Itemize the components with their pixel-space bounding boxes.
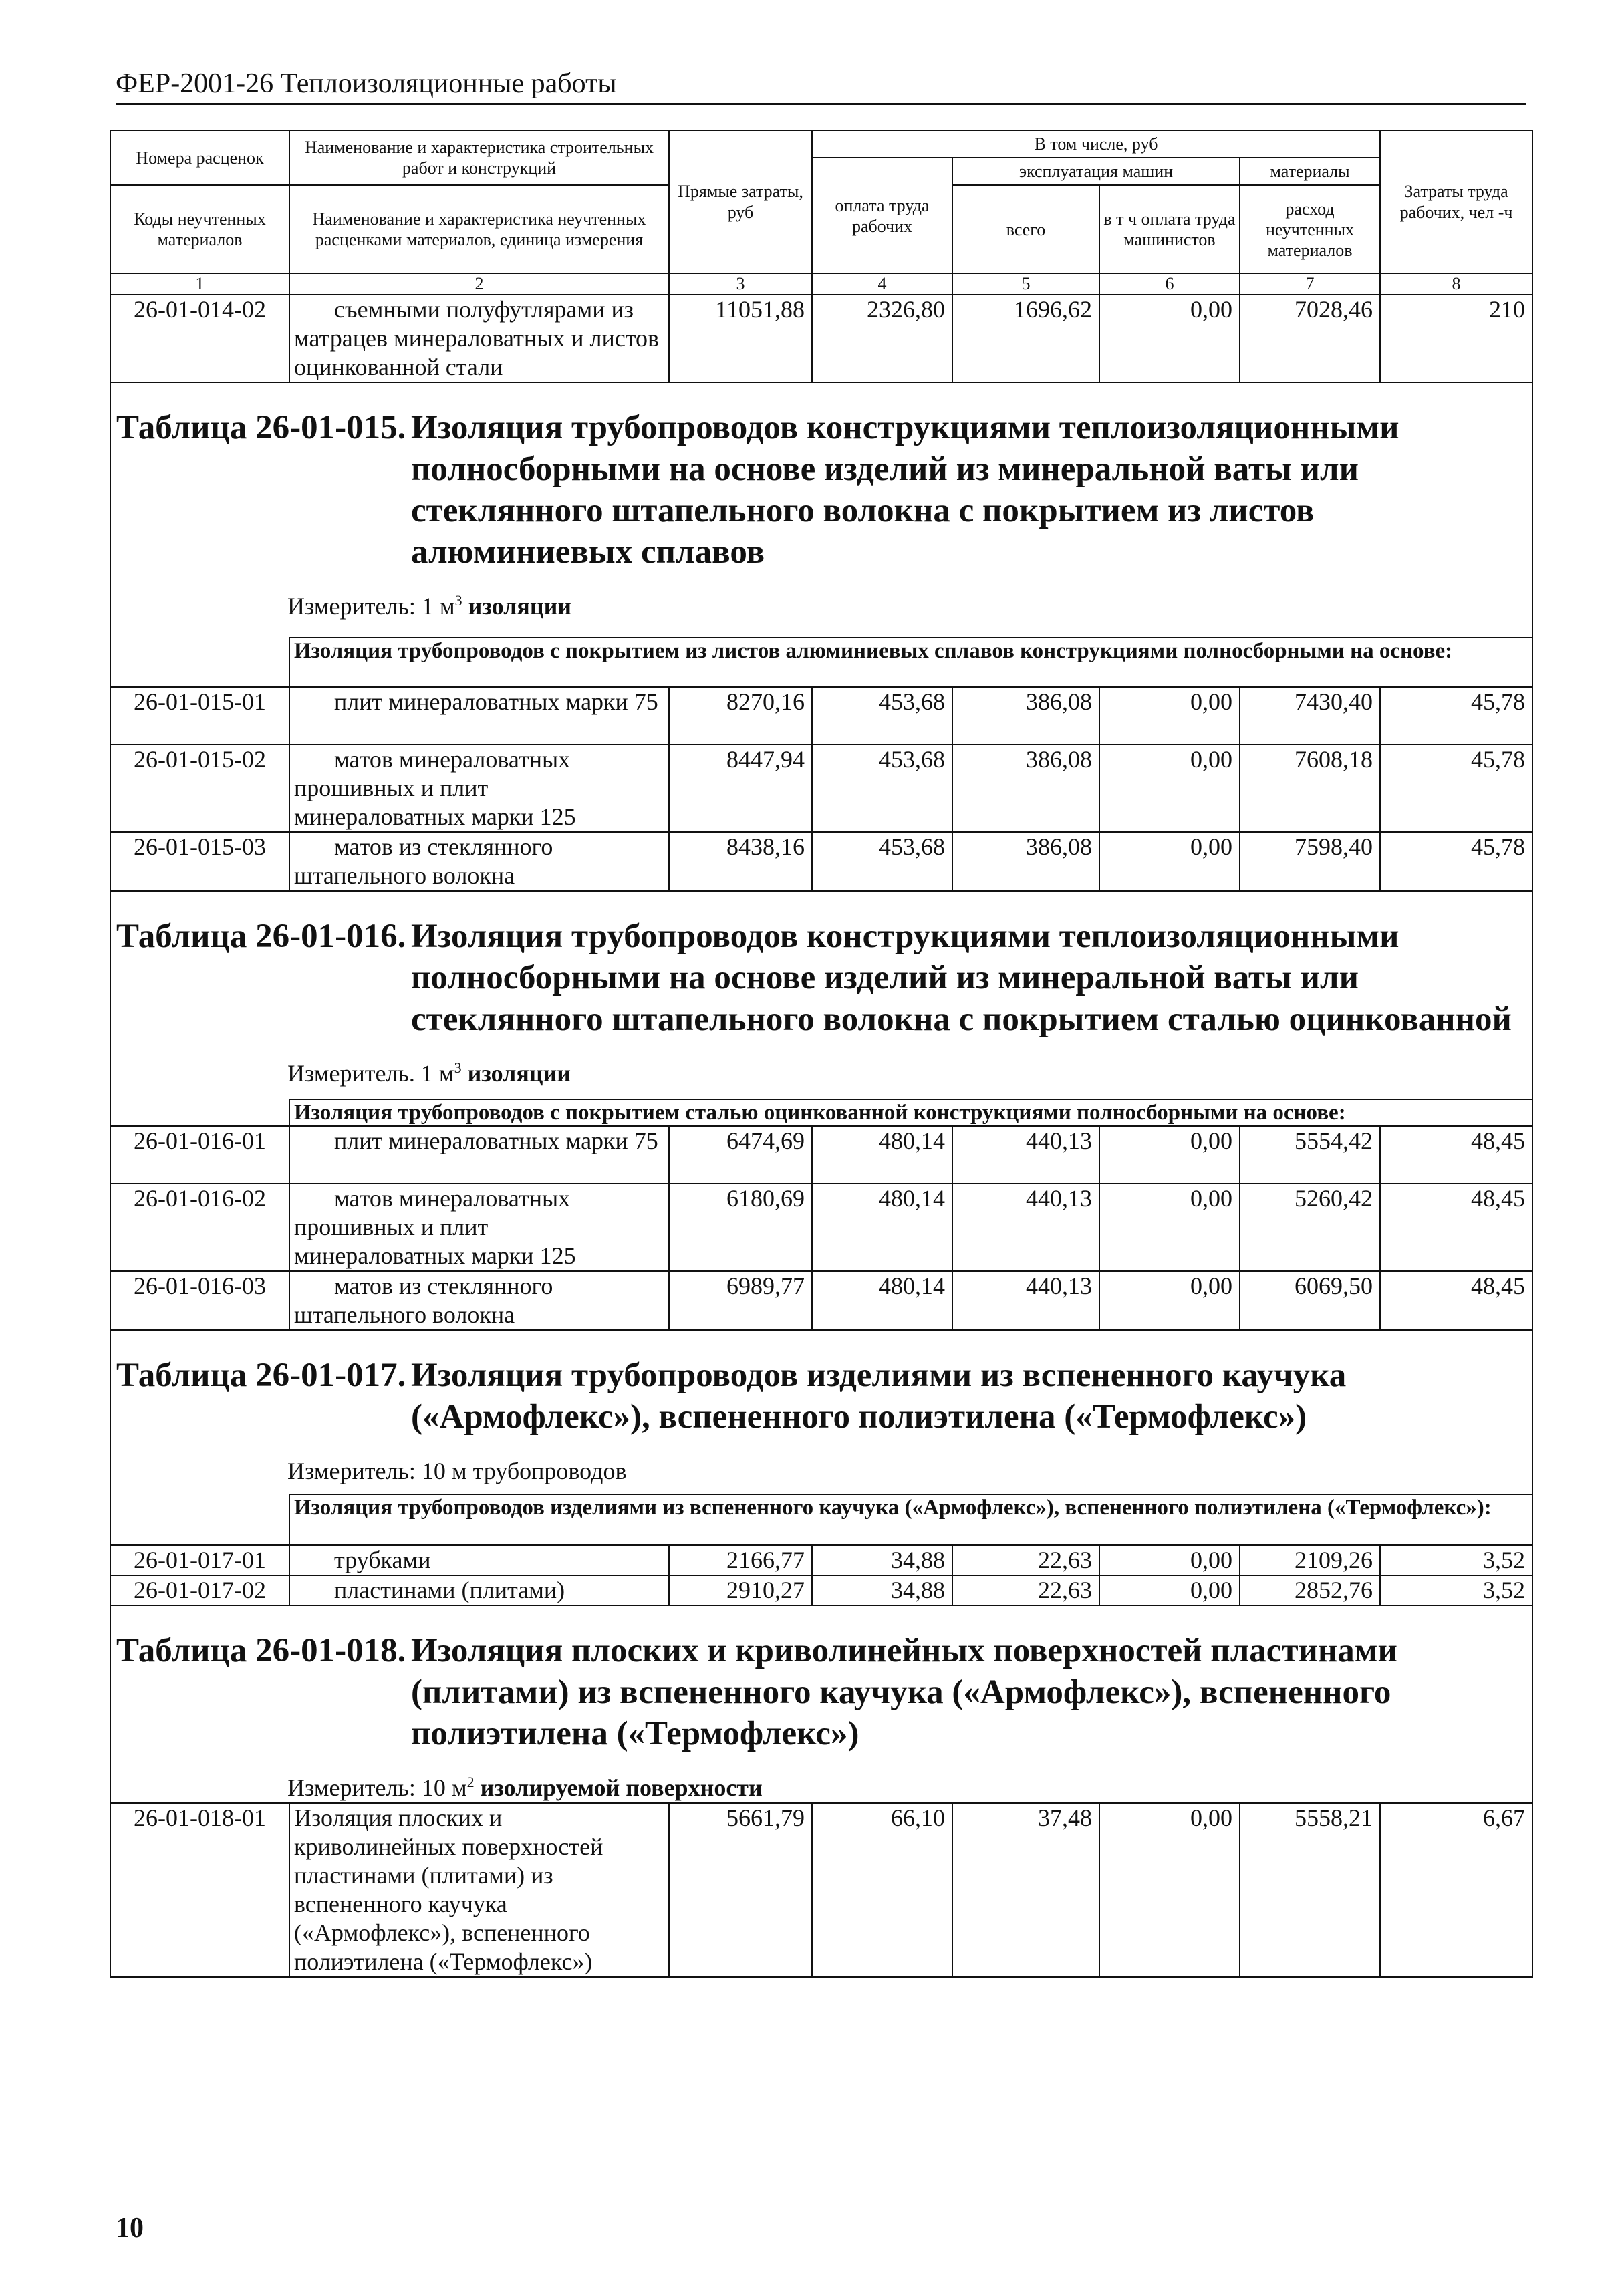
group-row [110, 1099, 1532, 1126]
row-machinists: 0,00 [1099, 1184, 1240, 1271]
meter-sup: 2 [466, 1774, 475, 1790]
row-machinists: 0,00 [1099, 745, 1240, 832]
row-labor: 48,45 [1380, 1126, 1532, 1184]
section-meter [287, 1451, 1532, 1486]
row-code: 26-01-017-01 [110, 1545, 289, 1575]
row-machinists: 0,00 [1099, 1803, 1240, 1977]
row-materials: 7028,46 [1240, 295, 1380, 382]
row-direct: 8447,94 [669, 745, 812, 832]
group-row [110, 638, 1532, 687]
row-labor: 210 [1380, 295, 1532, 382]
meter-sup: 3 [454, 1059, 462, 1076]
row-materials: 5554,42 [1240, 1126, 1380, 1184]
row-machinists: 0,00 [1099, 1126, 1240, 1184]
row-wage: 480,14 [812, 1184, 952, 1271]
column-number: 4 [812, 273, 952, 295]
row-labor: 48,45 [1380, 1184, 1532, 1271]
row-machinists: 0,00 [1099, 295, 1240, 382]
row-direct: 8270,16 [669, 687, 812, 745]
header-name-bottom: Наименование и характеристика неучтенных расценками материалов, единица измерения [289, 185, 669, 273]
row-wage: 453,68 [812, 832, 952, 891]
row-direct: 2166,77 [669, 1545, 812, 1575]
row-name: Изоляция плоских и криволинейных поверхностей пластинами (плитами) из вспененного каучука («Армофлекс»), вспененного полиэтилена («Термофлекс») [289, 1803, 669, 1977]
meter-unit: 10 м трубопроводов [421, 1458, 627, 1484]
page-number: 10 [116, 2213, 144, 2244]
row-name: матов минераловатных прошивных и плит минераловатных марки 125 [289, 1184, 669, 1271]
column-number: 3 [669, 273, 812, 295]
section-title-text: Изоляция плоских и криволинейных поверхностей пластинами (плитами) из вспененного каучука («Армофлекс»), вспененного полиэтилена («Термофлекс») [411, 1632, 1397, 1752]
row-wage: 66,10 [812, 1803, 952, 1977]
meter-prefix: Измеритель: 10 м [287, 1774, 467, 1801]
header-name-top: Наименование и характеристика строительных работ и конструкций [289, 130, 669, 185]
row-labor: 45,78 [1380, 745, 1532, 832]
group-row [110, 1494, 1532, 1545]
section-meter [287, 586, 1532, 621]
row-code: 26-01-015-03 [110, 832, 289, 891]
section-018-title-row [110, 1605, 1532, 1803]
section-title [111, 383, 1532, 573]
row-materials: 7430,40 [1240, 687, 1380, 745]
row-materials: 2109,26 [1240, 1545, 1380, 1575]
row-code: 26-01-017-02 [110, 1575, 289, 1605]
row-name: трубками [289, 1545, 669, 1575]
meter-unit: изоляции [468, 593, 572, 620]
row-code: 26-01-016-01 [110, 1126, 289, 1184]
meter-prefix: Измеритель: 1 м [287, 593, 455, 620]
table-row [110, 1271, 1532, 1330]
row-machinists: 0,00 [1099, 832, 1240, 891]
row-labor: 45,78 [1380, 687, 1532, 745]
row-materials: 2852,76 [1240, 1575, 1380, 1605]
group-heading: Изоляция трубопроводов с покрытием из листов алюминиевых сплавов конструкциями полносборными на основе: [289, 638, 1532, 687]
section-017-title-row [110, 1330, 1532, 1494]
table-row [110, 745, 1532, 832]
row-name: съемными полуфутлярами из матрацев минераловатных и листов оцинкованной стали [289, 295, 669, 382]
header-row-1 [110, 130, 1532, 158]
section-meter [287, 1053, 1532, 1088]
header-machines-total: всего [952, 185, 1099, 273]
meter-prefix: Измеритель. 1 м [287, 1060, 454, 1087]
row-labor: 3,52 [1380, 1545, 1532, 1575]
table-row [110, 687, 1532, 745]
section-015-title-row [110, 382, 1532, 638]
section-title [111, 1606, 1532, 1754]
table-row [110, 1803, 1532, 1977]
table-row [110, 1575, 1532, 1605]
row-code: 26-01-016-03 [110, 1271, 289, 1330]
row-materials: 5260,42 [1240, 1184, 1380, 1271]
column-number: 2 [289, 273, 669, 295]
row-materials: 6069,50 [1240, 1271, 1380, 1330]
row-wage: 2326,80 [812, 295, 952, 382]
header-wage: оплата труда рабочих [812, 158, 952, 273]
row-name: матов из стеклянного штапельного волокна [289, 832, 669, 891]
row-machines: 440,13 [952, 1271, 1099, 1330]
section-title-text: Изоляция трубопроводов изделиями из вспененного каучука («Армофлекс»), вспененного полиэтилена («Термофлекс») [411, 1357, 1347, 1436]
row-code: 26-01-015-02 [110, 745, 289, 832]
row-materials: 7598,40 [1240, 832, 1380, 891]
row-machines: 37,48 [952, 1803, 1099, 1977]
section-label: Таблица 26-01-017. [116, 1357, 406, 1394]
row-wage: 34,88 [812, 1545, 952, 1575]
row-code: 26-01-014-02 [110, 295, 289, 382]
row-direct: 6989,77 [669, 1271, 812, 1330]
header-materials-use: расход неучтенных материалов [1240, 185, 1380, 273]
section-label: Таблица 26-01-016. [116, 918, 406, 955]
row-machines: 22,63 [952, 1575, 1099, 1605]
header-labor: Затраты труда рабочих, чел -ч [1380, 130, 1532, 273]
meter-prefix: Измеритель: [287, 1458, 416, 1484]
row-materials: 7608,18 [1240, 745, 1380, 832]
column-number: 6 [1099, 273, 1240, 295]
row-direct: 6474,69 [669, 1126, 812, 1184]
row-materials: 5558,21 [1240, 1803, 1380, 1977]
table-row [110, 1545, 1532, 1575]
column-number: 7 [1240, 273, 1380, 295]
row-name: плит минераловатных марки 75 [289, 1126, 669, 1184]
header-materials: материалы [1240, 158, 1380, 185]
header-codes-top: Номера расценок [110, 130, 289, 185]
section-title-text: Изоляция трубопроводов конструкциями теплоизоляционными полносборными на основе изделий из минеральной ваты или стеклянного штапельного волокна с покрытием из листов алюминиевых сплавов [411, 409, 1399, 571]
row-wage: 453,68 [812, 745, 952, 832]
row-direct: 8438,16 [669, 832, 812, 891]
row-machines: 440,13 [952, 1126, 1099, 1184]
row-labor: 3,52 [1380, 1575, 1532, 1605]
row-machines: 22,63 [952, 1545, 1099, 1575]
row-wage: 453,68 [812, 687, 952, 745]
column-number: 5 [952, 273, 1099, 295]
row-wage: 480,14 [812, 1271, 952, 1330]
row-direct: 5661,79 [669, 1803, 812, 1977]
header-direct: Прямые затраты, руб [669, 130, 812, 273]
row-name: плит минераловатных марки 75 [289, 687, 669, 745]
rates-table [110, 130, 1533, 1978]
header-incl: В том числе, руб [812, 130, 1380, 158]
row-labor: 6,67 [1380, 1803, 1532, 1977]
row-machines: 1696,62 [952, 295, 1099, 382]
header-codes-bottom: Коды неучтенных материалов [110, 185, 289, 273]
row-machines: 440,13 [952, 1184, 1099, 1271]
section-title [111, 892, 1532, 1040]
section-meter [287, 1768, 1532, 1802]
table-row [110, 832, 1532, 891]
table-row [110, 1184, 1532, 1271]
section-title-text: Изоляция трубопроводов конструкциями теплоизоляционными полносборными на основе изделий из минеральной ваты или стеклянного штапельного волокна с покрытием сталью оцинкованной [411, 918, 1512, 1038]
row-direct: 11051,88 [669, 295, 812, 382]
group-heading: Изоляция трубопроводов изделиями из вспененного каучука («Армофлекс»), вспененного полиэтилена («Термофлекс»): [289, 1494, 1532, 1545]
row-labor: 45,78 [1380, 832, 1532, 891]
section-016-title-row [110, 891, 1532, 1099]
row-direct: 6180,69 [669, 1184, 812, 1271]
row-wage: 34,88 [812, 1575, 952, 1605]
row-wage: 480,14 [812, 1126, 952, 1184]
running-head: ФЕР-2001-26 Теплоизоляционные работы [116, 65, 1526, 105]
row-machines: 386,08 [952, 687, 1099, 745]
table-row [110, 295, 1532, 382]
row-machines: 386,08 [952, 832, 1099, 891]
row-name: пластинами (плитами) [289, 1575, 669, 1605]
row-code: 26-01-015-01 [110, 687, 289, 745]
row-direct: 2910,27 [669, 1575, 812, 1605]
row-machinists: 0,00 [1099, 1271, 1240, 1330]
header-machines-wage: в т ч оплата труда машинистов [1099, 185, 1240, 273]
meter-unit: изоляции [467, 1060, 571, 1087]
column-number: 8 [1380, 273, 1532, 295]
row-code: 26-01-016-02 [110, 1184, 289, 1271]
header-machines: эксплуатация машин [952, 158, 1240, 185]
row-labor: 48,45 [1380, 1271, 1532, 1330]
row-name: матов из стеклянного штапельного волокна [289, 1271, 669, 1330]
meter-unit: изолируемой поверхности [480, 1774, 763, 1801]
row-machinists: 0,00 [1099, 1545, 1240, 1575]
column-number: 1 [110, 273, 289, 295]
group-heading: Изоляция трубопроводов с покрытием сталью оцинкованной конструкциями полносборными на основе: [289, 1099, 1532, 1126]
section-label: Таблица 26-01-018. [116, 1632, 406, 1669]
row-machinists: 0,00 [1099, 1575, 1240, 1605]
section-label: Таблица 26-01-015. [116, 409, 406, 446]
row-code: 26-01-018-01 [110, 1803, 289, 1977]
column-numbers-row [110, 273, 1532, 295]
meter-sup: 3 [454, 592, 462, 609]
row-machines: 386,08 [952, 745, 1099, 832]
table-row [110, 1126, 1532, 1184]
row-name: матов минераловатных прошивных и плит минераловатных марки 125 [289, 745, 669, 832]
row-machinists: 0,00 [1099, 687, 1240, 745]
section-title [111, 1331, 1532, 1438]
